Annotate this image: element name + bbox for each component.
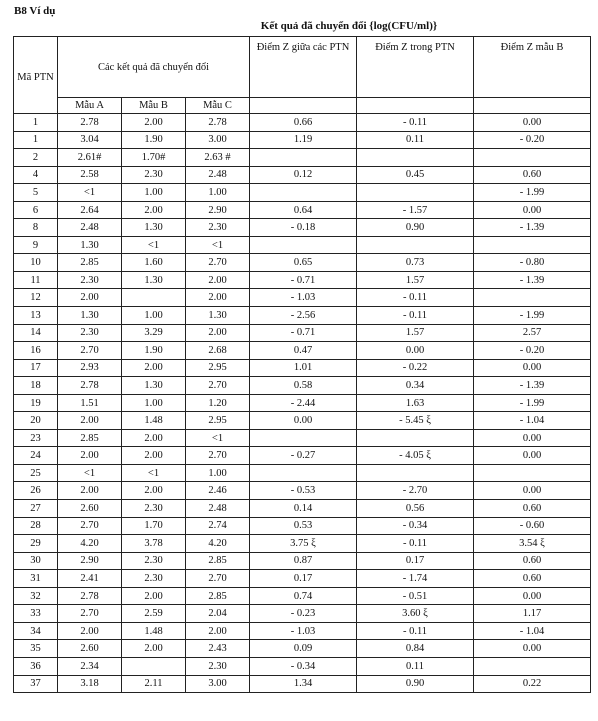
z-sample-b-cell: 0.22 (474, 675, 591, 693)
z-sample-b-cell: - 1.39 (474, 377, 591, 395)
z-between-cell: 1.01 (250, 359, 357, 377)
sample-c-cell: 2.46 (186, 482, 250, 500)
lab-id-cell: 1 (14, 131, 58, 149)
table-row (14, 236, 591, 254)
sample-c-cell: <1 (186, 429, 250, 447)
sample-c-cell: 2.04 (186, 605, 250, 623)
z-sample-b-cell: 1.17 (474, 605, 591, 623)
sample-c-cell: 1.00 (186, 464, 250, 482)
z-within-cell: 0.56 (357, 500, 474, 518)
header-z-between-labs: Điểm Z giữa các PTN (250, 37, 357, 98)
z-within-cell: 0.11 (357, 131, 474, 149)
table-row (14, 500, 591, 518)
table-caption: Kết quả đã chuyển đổi {log(CFU/ml)} (260, 20, 438, 32)
z-between-cell: - 0.71 (250, 271, 357, 289)
z-sample-b-cell: - 0.60 (474, 517, 591, 535)
section-heading: B8 Ví dụ (14, 5, 56, 17)
lab-id-cell: 5 (14, 184, 58, 202)
table-row (14, 640, 591, 658)
sample-b-cell: <1 (122, 464, 186, 482)
sample-a-cell: 2.30 (58, 271, 122, 289)
sample-a-cell: 2.93 (58, 359, 122, 377)
sample-a-cell: 2.60 (58, 500, 122, 518)
table-row (14, 359, 591, 377)
table-row (14, 622, 591, 640)
z-between-cell: 0.74 (250, 587, 357, 605)
sample-c-cell: 2.48 (186, 166, 250, 184)
z-sample-b-cell: - 0.20 (474, 342, 591, 360)
lab-id-cell: 29 (14, 535, 58, 553)
z-sample-b-cell: 0.60 (474, 570, 591, 588)
table-row (14, 587, 591, 605)
z-within-cell: - 0.11 (357, 114, 474, 132)
table-row (14, 289, 591, 307)
table-row (14, 657, 591, 675)
table-row (14, 464, 591, 482)
lab-id-cell: 36 (14, 657, 58, 675)
sample-a-cell: 2.90 (58, 552, 122, 570)
header-converted-results: Các kết quả đã chuyển đổi (58, 37, 250, 98)
z-within-cell: - 0.11 (357, 535, 474, 553)
table-row (14, 535, 591, 553)
sample-b-cell: 1.00 (122, 184, 186, 202)
lab-id-cell: 9 (14, 236, 58, 254)
sample-a-cell: 2.64 (58, 201, 122, 219)
table-row (14, 517, 591, 535)
header-sample-c: Mẫu C (186, 98, 250, 114)
sample-c-cell: 3.00 (186, 131, 250, 149)
z-within-cell: 1.57 (357, 271, 474, 289)
sample-a-cell: 2.78 (58, 377, 122, 395)
z-between-cell: 0.14 (250, 500, 357, 518)
z-sample-b-cell: 0.00 (474, 429, 591, 447)
z-sample-b-cell: 0.00 (474, 482, 591, 500)
z-sample-b-cell (474, 464, 591, 482)
sample-a-cell: 2.61# (58, 149, 122, 167)
z-sample-b-cell (474, 289, 591, 307)
sample-c-cell: 2.48 (186, 500, 250, 518)
z-within-cell: - 1.74 (357, 570, 474, 588)
z-within-cell (357, 236, 474, 254)
lab-id-cell: 8 (14, 219, 58, 237)
sample-a-cell: 2.41 (58, 570, 122, 588)
z-between-cell: 0.65 (250, 254, 357, 272)
lab-id-cell: 33 (14, 605, 58, 623)
lab-id-cell: 34 (14, 622, 58, 640)
z-sample-b-cell: - 1.39 (474, 219, 591, 237)
sample-a-cell: 2.48 (58, 219, 122, 237)
sample-c-cell: 2.70 (186, 570, 250, 588)
sample-c-cell: 4.20 (186, 535, 250, 553)
z-between-cell: 0.47 (250, 342, 357, 360)
sample-a-cell: 2.85 (58, 429, 122, 447)
z-between-cell (250, 184, 357, 202)
z-within-cell: 1.57 (357, 324, 474, 342)
z-within-cell: - 0.34 (357, 517, 474, 535)
sample-b-cell: 2.00 (122, 482, 186, 500)
sample-a-cell: 2.70 (58, 605, 122, 623)
lab-id-cell: 32 (14, 587, 58, 605)
z-between-cell: - 1.03 (250, 622, 357, 640)
z-between-cell (250, 149, 357, 167)
sample-b-cell: 2.59 (122, 605, 186, 623)
table-row (14, 149, 591, 167)
sample-b-cell: 3.78 (122, 535, 186, 553)
sample-a-cell: 4.20 (58, 535, 122, 553)
sample-b-cell: 2.30 (122, 500, 186, 518)
sample-a-cell: 2.00 (58, 412, 122, 430)
sample-b-cell: 2.00 (122, 429, 186, 447)
sample-a-cell: 2.85 (58, 254, 122, 272)
sample-b-cell: 1.60 (122, 254, 186, 272)
z-within-cell: 0.17 (357, 552, 474, 570)
z-sample-b-cell: - 1.04 (474, 622, 591, 640)
sample-b-cell (122, 657, 186, 675)
table-row (14, 184, 591, 202)
sample-b-cell: 2.30 (122, 552, 186, 570)
z-within-cell: 0.90 (357, 219, 474, 237)
z-sample-b-cell: - 0.20 (474, 131, 591, 149)
sample-c-cell: 2.95 (186, 412, 250, 430)
z-sample-b-cell: - 1.39 (474, 271, 591, 289)
z-within-cell: 3.60 ξ (357, 605, 474, 623)
z-sample-b-cell: 0.00 (474, 447, 591, 465)
z-sample-b-cell: - 1.99 (474, 394, 591, 412)
lab-id-cell: 25 (14, 464, 58, 482)
sample-a-cell: 2.78 (58, 587, 122, 605)
sample-a-cell: 2.00 (58, 289, 122, 307)
table-row (14, 675, 591, 693)
z-between-cell: - 0.27 (250, 447, 357, 465)
sample-c-cell: 2.68 (186, 342, 250, 360)
sample-c-cell: 2.30 (186, 219, 250, 237)
z-within-cell: 0.73 (357, 254, 474, 272)
table-row (14, 271, 591, 289)
sample-c-cell: <1 (186, 236, 250, 254)
sample-b-cell: 2.00 (122, 587, 186, 605)
z-within-cell: 0.00 (357, 342, 474, 360)
table-row (14, 412, 591, 430)
header-sample-b: Mẫu B (122, 98, 186, 114)
sample-a-cell: <1 (58, 464, 122, 482)
sample-b-cell: 1.48 (122, 622, 186, 640)
lab-id-cell: 1 (14, 114, 58, 132)
z-between-cell: 3.75 ξ (250, 535, 357, 553)
z-between-cell: - 1.03 (250, 289, 357, 307)
lab-id-cell: 2 (14, 149, 58, 167)
z-sample-b-cell: 0.60 (474, 500, 591, 518)
z-between-cell (250, 429, 357, 447)
z-sample-b-cell (474, 657, 591, 675)
z-within-cell: - 5.45 ξ (357, 412, 474, 430)
z-within-cell: 0.34 (357, 377, 474, 395)
z-within-cell: - 1.57 (357, 201, 474, 219)
z-sample-b-cell: 0.60 (474, 166, 591, 184)
table-row (14, 377, 591, 395)
lab-id-cell: 30 (14, 552, 58, 570)
sample-c-cell: 2.00 (186, 271, 250, 289)
sample-a-cell: 2.00 (58, 447, 122, 465)
header-blank-1 (250, 98, 357, 114)
z-sample-b-cell (474, 236, 591, 254)
sample-c-cell: 2.00 (186, 324, 250, 342)
z-within-cell: - 0.51 (357, 587, 474, 605)
z-between-cell: 1.34 (250, 675, 357, 693)
table-row (14, 605, 591, 623)
z-between-cell: - 2.44 (250, 394, 357, 412)
z-within-cell: - 0.22 (357, 359, 474, 377)
sample-a-cell: 3.04 (58, 131, 122, 149)
table-row (14, 552, 591, 570)
sample-b-cell: 2.00 (122, 447, 186, 465)
z-between-cell: - 0.18 (250, 219, 357, 237)
sample-b-cell: 1.30 (122, 377, 186, 395)
z-sample-b-cell: 2.57 (474, 324, 591, 342)
sample-b-cell: 2.30 (122, 166, 186, 184)
z-between-cell: 0.53 (250, 517, 357, 535)
z-within-cell: 1.63 (357, 394, 474, 412)
sample-b-cell: 1.30 (122, 219, 186, 237)
table-row (14, 342, 591, 360)
z-sample-b-cell: 0.00 (474, 114, 591, 132)
sample-b-cell: 1.00 (122, 307, 186, 325)
sample-c-cell: 2.00 (186, 289, 250, 307)
sample-b-cell: 3.29 (122, 324, 186, 342)
sample-b-cell: 1.48 (122, 412, 186, 430)
sample-b-cell: 1.70# (122, 149, 186, 167)
z-within-cell (357, 429, 474, 447)
sample-b-cell: 1.90 (122, 131, 186, 149)
sample-a-cell: <1 (58, 184, 122, 202)
z-within-cell (357, 184, 474, 202)
table-row (14, 114, 591, 132)
table-row (14, 394, 591, 412)
z-between-cell: 0.87 (250, 552, 357, 570)
z-between-cell: 0.00 (250, 412, 357, 430)
z-between-cell: - 0.71 (250, 324, 357, 342)
lab-id-cell: 24 (14, 447, 58, 465)
sample-b-cell: 1.00 (122, 394, 186, 412)
table-row (14, 219, 591, 237)
z-within-cell: 0.90 (357, 675, 474, 693)
sample-b-cell: 1.70 (122, 517, 186, 535)
header-sample-a: Mẫu A (58, 98, 122, 114)
z-between-cell: - 0.23 (250, 605, 357, 623)
sample-a-cell: 1.30 (58, 307, 122, 325)
z-within-cell: - 4.05 ξ (357, 447, 474, 465)
z-sample-b-cell: - 1.99 (474, 184, 591, 202)
sample-a-cell: 2.30 (58, 324, 122, 342)
sample-b-cell: 2.11 (122, 675, 186, 693)
sample-b-cell: 2.00 (122, 640, 186, 658)
lab-id-cell: 4 (14, 166, 58, 184)
sample-a-cell: 2.00 (58, 482, 122, 500)
header-blank-2 (357, 98, 474, 114)
z-within-cell (357, 464, 474, 482)
sample-c-cell: 2.95 (186, 359, 250, 377)
z-sample-b-cell: 0.00 (474, 640, 591, 658)
z-sample-b-cell (474, 149, 591, 167)
z-between-cell: - 2.56 (250, 307, 357, 325)
sample-c-cell: 2.70 (186, 377, 250, 395)
lab-id-cell: 14 (14, 324, 58, 342)
lab-id-cell: 23 (14, 429, 58, 447)
sample-c-cell: 2.43 (186, 640, 250, 658)
table-row (14, 201, 591, 219)
lab-id-cell: 10 (14, 254, 58, 272)
z-between-cell: - 0.34 (250, 657, 357, 675)
lab-id-cell: 27 (14, 500, 58, 518)
lab-id-cell: 12 (14, 289, 58, 307)
sample-c-cell: 2.30 (186, 657, 250, 675)
sample-b-cell: 2.00 (122, 359, 186, 377)
z-sample-b-cell: 0.60 (474, 552, 591, 570)
z-within-cell: 0.11 (357, 657, 474, 675)
lab-id-cell: 20 (14, 412, 58, 430)
sample-a-cell: 2.34 (58, 657, 122, 675)
sample-a-cell: 3.18 (58, 675, 122, 693)
table-row (14, 447, 591, 465)
sample-b-cell: 2.00 (122, 114, 186, 132)
sample-b-cell: 2.00 (122, 201, 186, 219)
sample-a-cell: 1.51 (58, 394, 122, 412)
table-row (14, 166, 591, 184)
sample-b-cell: 1.90 (122, 342, 186, 360)
sample-c-cell: 2.70 (186, 254, 250, 272)
header-z-within-lab: Điểm Z trong PTN (357, 37, 474, 98)
z-between-cell (250, 236, 357, 254)
sample-c-cell: 2.85 (186, 552, 250, 570)
table-row (14, 429, 591, 447)
z-sample-b-cell: - 1.04 (474, 412, 591, 430)
sample-c-cell: 2.63 # (186, 149, 250, 167)
table-row (14, 482, 591, 500)
table-row (14, 254, 591, 272)
z-within-cell (357, 149, 474, 167)
table-row (14, 131, 591, 149)
sample-a-cell: 2.60 (58, 640, 122, 658)
z-sample-b-cell: - 0.80 (474, 254, 591, 272)
sample-a-cell: 1.30 (58, 236, 122, 254)
sample-c-cell: 2.74 (186, 517, 250, 535)
z-sample-b-cell: 0.00 (474, 201, 591, 219)
z-within-cell: - 0.11 (357, 622, 474, 640)
sample-c-cell: 3.00 (186, 675, 250, 693)
z-within-cell: - 0.11 (357, 289, 474, 307)
results-table (13, 36, 591, 693)
z-between-cell (250, 464, 357, 482)
z-between-cell: - 0.53 (250, 482, 357, 500)
z-sample-b-cell: 3.54 ξ (474, 535, 591, 553)
sample-a-cell: 2.70 (58, 517, 122, 535)
lab-id-cell: 16 (14, 342, 58, 360)
z-between-cell: 0.58 (250, 377, 357, 395)
lab-id-cell: 37 (14, 675, 58, 693)
z-between-cell: 0.17 (250, 570, 357, 588)
z-between-cell: 1.19 (250, 131, 357, 149)
header-z-sample-b: Điểm Z mẫu B (474, 37, 591, 98)
sample-c-cell: 2.85 (186, 587, 250, 605)
sample-c-cell: 1.30 (186, 307, 250, 325)
sample-c-cell: 2.78 (186, 114, 250, 132)
sample-c-cell: 2.70 (186, 447, 250, 465)
z-between-cell: 0.64 (250, 201, 357, 219)
table-row (14, 307, 591, 325)
sample-a-cell: 2.70 (58, 342, 122, 360)
z-within-cell: 0.84 (357, 640, 474, 658)
z-sample-b-cell: 0.00 (474, 359, 591, 377)
table-row (14, 570, 591, 588)
lab-id-cell: 11 (14, 271, 58, 289)
sample-a-cell: 2.78 (58, 114, 122, 132)
z-between-cell: 0.09 (250, 640, 357, 658)
sample-c-cell: 2.90 (186, 201, 250, 219)
sample-a-cell: 2.00 (58, 622, 122, 640)
lab-id-cell: 13 (14, 307, 58, 325)
z-within-cell: - 0.11 (357, 307, 474, 325)
header-lab-id: Mã PTN (14, 37, 58, 114)
z-between-cell: 0.12 (250, 166, 357, 184)
sample-c-cell: 1.20 (186, 394, 250, 412)
z-within-cell: 0.45 (357, 166, 474, 184)
sample-b-cell (122, 289, 186, 307)
header-blank-3 (474, 98, 591, 114)
lab-id-cell: 35 (14, 640, 58, 658)
lab-id-cell: 31 (14, 570, 58, 588)
z-within-cell: - 2.70 (357, 482, 474, 500)
table-body (14, 114, 591, 693)
z-sample-b-cell: 0.00 (474, 587, 591, 605)
sample-b-cell: <1 (122, 236, 186, 254)
lab-id-cell: 26 (14, 482, 58, 500)
lab-id-cell: 18 (14, 377, 58, 395)
z-between-cell: 0.66 (250, 114, 357, 132)
lab-id-cell: 19 (14, 394, 58, 412)
sample-c-cell: 1.00 (186, 184, 250, 202)
lab-id-cell: 28 (14, 517, 58, 535)
sample-a-cell: 2.58 (58, 166, 122, 184)
sample-b-cell: 1.30 (122, 271, 186, 289)
lab-id-cell: 6 (14, 201, 58, 219)
table-row (14, 324, 591, 342)
lab-id-cell: 17 (14, 359, 58, 377)
sample-c-cell: 2.00 (186, 622, 250, 640)
z-sample-b-cell: - 1.99 (474, 307, 591, 325)
sample-b-cell: 2.30 (122, 570, 186, 588)
